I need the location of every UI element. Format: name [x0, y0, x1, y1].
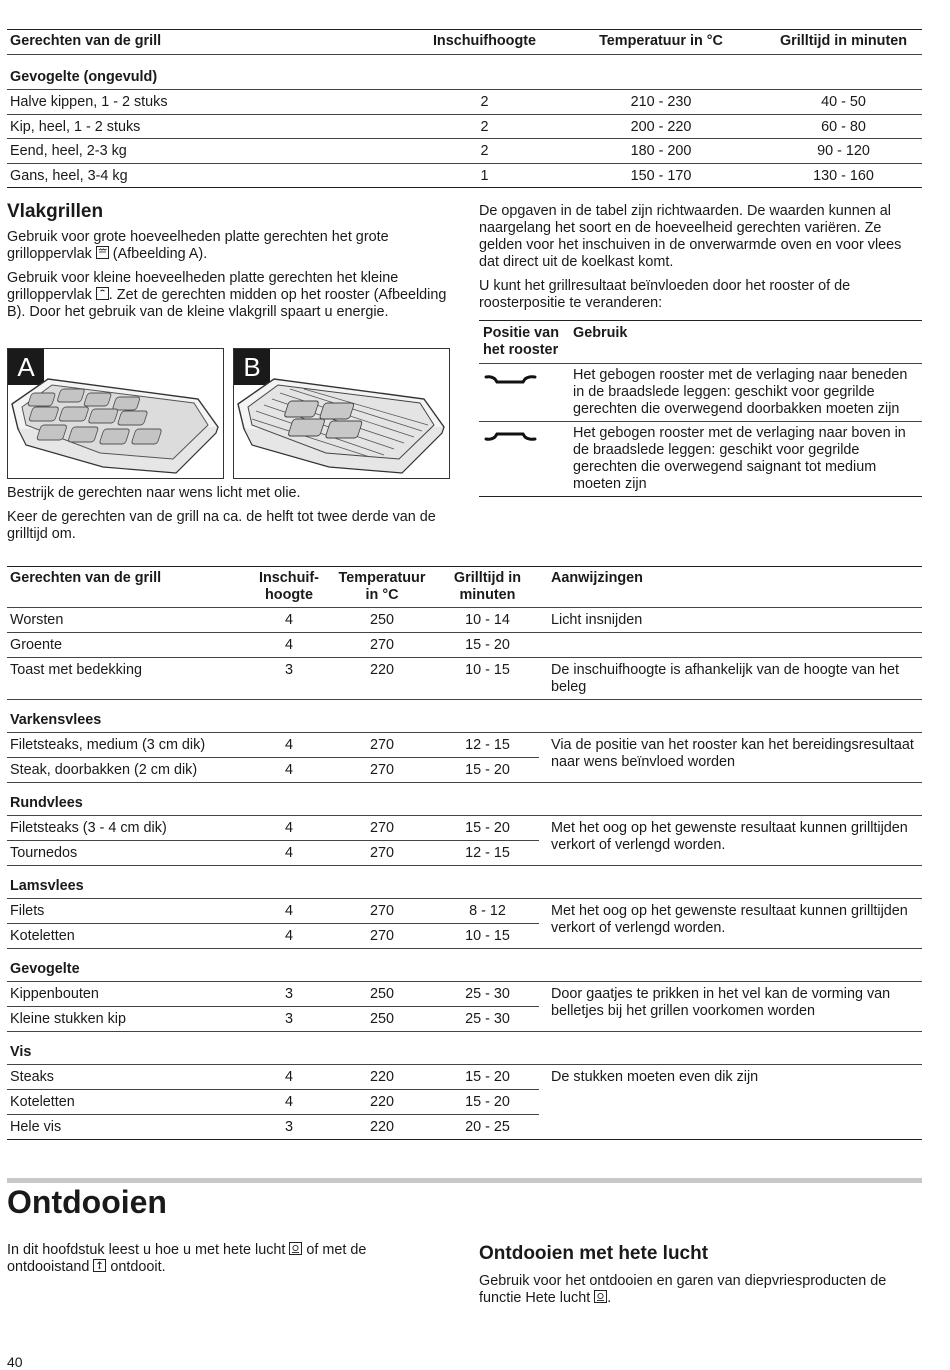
vlakgrillen-section	[7, 201, 452, 328]
section-divider	[7, 1178, 922, 1183]
section-label: Gevogelte	[7, 949, 922, 982]
illustration-b	[233, 348, 450, 479]
cell-height: 4	[250, 1065, 328, 1090]
col-header-height	[250, 567, 328, 608]
cell-time: 20 - 25	[465, 1119, 510, 1135]
paragraph-text: .	[607, 1290, 612, 1306]
rack-usage-text: Het gebogen rooster met de verlaging naar beneden in de braadslede leggen: geschikt voor gegrilde gerechten die overwegend doorbakken moeten zijn	[569, 364, 922, 422]
paragraph-text: of met de ontdooistand	[7, 1242, 367, 1275]
cell-time: 60 - 80	[765, 114, 922, 139]
cell-dish: Kippenbouten	[7, 982, 250, 1007]
illustration-label: B	[234, 349, 270, 385]
table-row	[7, 633, 922, 658]
small-grill-icon	[96, 287, 109, 300]
header-line: Grilltijd in	[453, 570, 522, 586]
section-label: Gevogelte (ongevuld)	[7, 55, 922, 90]
cell-dish: Filetsteaks (3 - 4 cm dik)	[7, 816, 250, 841]
poultry-grill-table	[7, 29, 922, 188]
page-number: 40	[7, 1354, 23, 1370]
cell-time: 130 - 160	[813, 167, 874, 184]
cell-height: 1	[480, 167, 489, 184]
subsection-title: Ontdooien met hete lucht	[479, 1243, 709, 1264]
cell-temperature: 270	[328, 841, 436, 866]
cell-height: 2	[412, 139, 557, 164]
table-row	[479, 364, 922, 422]
header-line: Temperatuur	[338, 570, 426, 586]
chapter-title: Ontdooien	[7, 1184, 167, 1220]
cell-notes: Via de positie van het rooster kan het bereidingsresultaat naar wens beïnvloed worden	[539, 733, 922, 783]
cell-dish: Eend, heel, 2-3 kg	[7, 139, 412, 164]
paragraph-hot-air	[479, 1273, 922, 1307]
cell-height: 4	[250, 633, 328, 658]
cell-temperature: 180 - 200	[557, 139, 765, 164]
paragraph-text: Gebruik voor het ontdooien en garen van diepvriesproducten de functie Hete lucht	[479, 1273, 887, 1306]
hot-air-icon	[289, 1242, 302, 1255]
table-row	[7, 114, 922, 139]
cell-dish: Filets	[7, 899, 250, 924]
grill-table	[7, 566, 922, 1140]
cell-temperature: 250	[328, 608, 436, 633]
table-row	[479, 422, 922, 497]
cell-temperature: 220	[328, 1090, 436, 1115]
col-header-temperature	[328, 567, 436, 608]
col-header-dish: Gerechten van de grill	[7, 567, 250, 608]
section-label: Vis	[7, 1032, 922, 1065]
cell-time: 10 - 15	[436, 924, 539, 949]
cell-dish: Filetsteaks, medium (3 cm dik)	[7, 733, 250, 758]
cell-time: 40 - 50	[765, 90, 922, 115]
paragraph-large-grill	[7, 229, 452, 263]
paragraph-chapter-intro	[7, 1242, 447, 1276]
cell-temperature: 220	[328, 1065, 436, 1090]
cell-dish: Kleine stukken kip	[7, 1007, 250, 1032]
cell-time: 15 - 20	[436, 816, 539, 841]
cell-notes: Licht insnijden	[539, 608, 922, 633]
table-row	[7, 1065, 922, 1090]
table-row	[7, 733, 922, 758]
section-row	[7, 866, 922, 899]
cell-dish: Steaks	[7, 1065, 250, 1090]
col-header-usage: Gebruik	[569, 321, 922, 364]
cell-time: 12 - 15	[436, 841, 539, 866]
paragraph-text: . Zet de gerechten midden op het rooster (Afbeelding B). Door het gebruik van de kleine vlakgrill spaart u energie.	[7, 287, 447, 320]
cell-notes	[539, 633, 922, 658]
cell-height: 3	[250, 658, 328, 700]
header-line: in °C	[365, 587, 399, 603]
cell-dish: Halve kippen, 1 - 2 stuks	[7, 90, 412, 115]
paragraph-rack-influence: U kunt het grillresultaat beïnvloeden door het rooster of de roosterpositie te veranderen:	[479, 278, 851, 311]
col-header-height: Inschuifhoogte	[412, 30, 557, 55]
cell-height: 4	[250, 924, 328, 949]
cell-height: 4	[250, 816, 328, 841]
cell-notes: Met het oog op het gewenste resultaat kunnen grilltijden verkort of verlengd worden.	[539, 816, 922, 866]
cell-notes: Door gaatjes te prikken in het vel kan de vorming van belletjes bij het grillen voorkomen worden	[539, 982, 922, 1032]
table-header-row	[7, 567, 922, 608]
rack-position-table	[479, 320, 922, 497]
cell-dish: Gans, heel, 3-4 kg	[10, 167, 128, 184]
cell-time: 25 - 30	[436, 1007, 539, 1032]
cell-height: 4	[250, 733, 328, 758]
cell-temperature: 250	[328, 982, 436, 1007]
cell-notes: Met het oog op het gewenste resultaat kunnen grilltijden verkort of verlengd worden.	[539, 899, 922, 949]
cell-height: 4	[250, 841, 328, 866]
rack-up-icon	[483, 425, 539, 449]
rack-down-cell	[479, 364, 569, 422]
cell-time: 15 - 20	[436, 1065, 539, 1090]
cell-time: 10 - 15	[436, 658, 539, 700]
paragraph-text: Gebruik voor grote hoeveelheden platte gerechten het grote grilloppervlak	[7, 229, 389, 262]
section-row	[7, 783, 922, 816]
paragraph-text: Gebruik voor kleine hoeveelheden platte gerechten het kleine grilloppervlak	[7, 270, 399, 303]
cell-temperature: 220	[328, 658, 436, 700]
cell-temperature: 270	[328, 924, 436, 949]
paragraph-guide-values: De opgaven in de tabel zijn richtwaarden. De waarden kunnen al naargelang het soort en de hoeveelheid gerechten variëren. Ze gelden voor het inschuiven in de onverwarmde oven en voor vlees dat direct uit de koelkast komt.	[479, 203, 902, 270]
cell-temperature: 270	[328, 899, 436, 924]
cell-height: 4	[250, 758, 328, 783]
cell-temperature: 220	[369, 1119, 394, 1135]
hot-air-icon	[594, 1290, 607, 1303]
section-row	[7, 700, 922, 733]
cell-notes: De stukken moeten even dik zijn	[551, 1069, 759, 1085]
section-row	[7, 55, 922, 90]
cell-height: 4	[250, 899, 328, 924]
cell-height: 3	[250, 982, 328, 1007]
cell-temperature: 250	[328, 1007, 436, 1032]
section-row	[7, 1032, 922, 1065]
cell-height: 4	[250, 608, 328, 633]
cell-notes: De inschuifhoogte is afhankelijk van de hoogte van het beleg	[539, 658, 922, 700]
defrost-icon	[93, 1259, 106, 1272]
rack-usage-text: Het gebogen rooster met de verlaging naar boven in de braadslede leggen: geschikt voor gegrilde gerechten die overwegend saignant tot medium moeten zijn	[573, 425, 906, 492]
cell-temperature: 150 - 170	[630, 167, 692, 184]
cell-dish: Worsten	[7, 608, 250, 633]
section-row	[7, 949, 922, 982]
guidance-column	[479, 203, 922, 497]
cell-dish: Kip, heel, 1 - 2 stuks	[7, 114, 412, 139]
col-header-time: Grilltijd in minuten	[765, 30, 922, 55]
tray-small-grill-icon	[234, 349, 449, 478]
cell-time: 8 - 12	[436, 899, 539, 924]
paragraph-text: (Afbeelding A).	[108, 246, 208, 262]
section-label: Varkensvlees	[7, 700, 922, 733]
header-line: Inschuif-	[259, 570, 319, 586]
cell-time: 12 - 15	[436, 733, 539, 758]
table-row	[7, 899, 922, 924]
header-line: hoogte	[265, 587, 313, 603]
table-header-row	[479, 321, 922, 364]
col-header-time	[436, 567, 539, 608]
table-row	[7, 608, 922, 633]
section-label: Lamsvlees	[7, 866, 922, 899]
table-row	[7, 982, 922, 1007]
paragraph-oil: Bestrijk de gerechten naar wens licht met olie.	[7, 485, 301, 501]
cell-dish: Steak, doorbakken (2 cm dik)	[7, 758, 250, 783]
cell-dish: Koteletten	[7, 1090, 250, 1115]
col-header-rack-position: Positie van het rooster	[479, 321, 569, 364]
table-row	[7, 163, 922, 188]
table-header-row	[7, 30, 922, 55]
table-row	[7, 658, 922, 700]
paragraph-text: In dit hoofdstuk leest u hoe u met hete lucht	[7, 1242, 286, 1258]
cell-time: 25 - 30	[436, 982, 539, 1007]
section-title: Vlakgrillen	[7, 201, 104, 222]
cell-height: 3	[250, 1007, 328, 1032]
cell-temperature: 210 - 230	[557, 90, 765, 115]
col-header-temperature: Temperatuur in °C	[557, 30, 765, 55]
cell-time: 15 - 20	[436, 1090, 539, 1115]
cell-temperature: 270	[328, 633, 436, 658]
cell-temperature: 270	[328, 816, 436, 841]
col-header-notes: Aanwijzingen	[539, 567, 922, 608]
cell-dish: Koteletten	[7, 924, 250, 949]
table-body	[7, 608, 922, 1140]
section-label: Rundvlees	[7, 783, 922, 816]
cell-dish: Groente	[7, 633, 250, 658]
col-header-dish: Gerechten van de grill	[7, 30, 412, 55]
cell-time: 15 - 20	[436, 633, 539, 658]
paragraph-text: ontdooit.	[106, 1259, 166, 1275]
paragraph-turn: Keer de gerechten van de grill na ca. de helft tot twee derde van de grilltijd om.	[7, 509, 436, 542]
header-line: minuten	[459, 587, 516, 603]
cell-dish: Toast met bedekking	[7, 658, 250, 700]
large-grill-icon	[96, 246, 109, 259]
table-row	[7, 90, 922, 115]
paragraph-small-grill	[7, 270, 452, 321]
table-row	[7, 139, 922, 164]
table-row	[7, 816, 922, 841]
illustration-label: A	[8, 349, 44, 385]
cell-temperature: 270	[328, 733, 436, 758]
cell-dish: Tournedos	[7, 841, 250, 866]
cell-temperature: 270	[328, 758, 436, 783]
cell-dish: Hele vis	[10, 1119, 62, 1135]
illustration-a	[7, 348, 224, 479]
rack-up-cell	[479, 422, 569, 497]
tips-text	[7, 485, 452, 550]
cell-height: 3	[284, 1119, 293, 1135]
cell-height: 4	[250, 1090, 328, 1115]
tray-large-grill-icon	[8, 349, 223, 478]
rack-down-icon	[483, 367, 539, 391]
cell-time: 15 - 20	[436, 758, 539, 783]
cell-height: 2	[412, 90, 557, 115]
cell-height: 2	[412, 114, 557, 139]
cell-temperature: 200 - 220	[557, 114, 765, 139]
cell-time: 90 - 120	[765, 139, 922, 164]
cell-time: 10 - 14	[436, 608, 539, 633]
